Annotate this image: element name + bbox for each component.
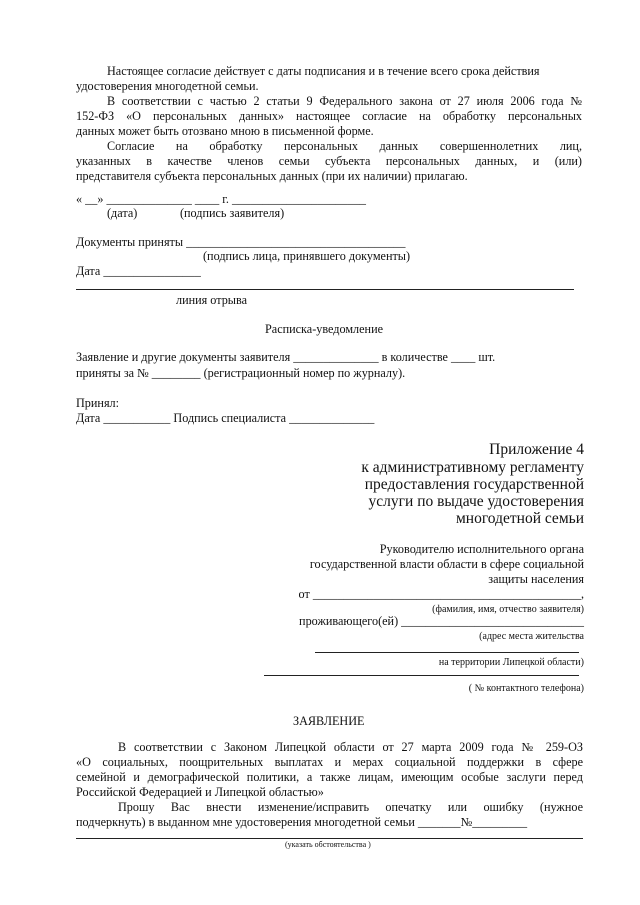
- receipt-accepted-by: Принял:: [76, 396, 120, 410]
- consent-p3-line2: указанных в качестве членов семьи субъекта персональных данных, и (или): [76, 154, 582, 168]
- appendix-line3: предоставления государственной: [364, 476, 584, 493]
- documents-accepted-line[interactable]: Документы приняты ____________________________________: [76, 235, 406, 249]
- addressee-residing-field[interactable]: проживающего(ей) ______________________________: [299, 614, 584, 628]
- addressee-line3: защиты населения: [488, 572, 584, 586]
- receipt-line1[interactable]: Заявление и другие документы заявителя ______________ в количестве ____ шт.: [76, 350, 496, 364]
- documents-accepted-caption: (подпись лица, принявшего документы): [203, 249, 411, 263]
- consent-p1-line2: удостоверения многодетной семьи.: [76, 79, 259, 93]
- consent-p2-line3: данных может быть отозвано мною в письменной форме.: [76, 124, 374, 138]
- consent-p3-line1: Согласие на обработку персональных данных совершеннолетних лиц,: [107, 139, 582, 153]
- statement-line1: В соответствии с Законом Липецкой области от 27 марта 2009 года № 259-ОЗ: [118, 740, 583, 754]
- addressee-fio-caption: (фамилия, имя, отчество заявителя): [432, 604, 584, 615]
- addressee-address-line[interactable]: [315, 652, 579, 653]
- receipt-line2[interactable]: приняты за № ________ (регистрационный номер по журналу).: [76, 366, 406, 380]
- signature-date-line[interactable]: « __» ______________ ____ г. ______________________: [76, 192, 367, 206]
- addressee-address-caption: (адрес места жительства: [479, 631, 584, 642]
- appendix-line2: к административному регламенту: [361, 459, 584, 476]
- consent-p3-line3: представителя субъекта персональных данных (при их наличии) прилагаю.: [76, 169, 468, 183]
- appendix-line5: многодетной семьи: [455, 510, 584, 527]
- statement-title: ЗАЯВЛЕНИЕ: [293, 714, 365, 728]
- statement-line6[interactable]: подчеркнуть) в выданном мне удостоверения многодетной семьи _______№_________: [76, 815, 528, 829]
- receipt-title: Расписка-уведомление: [265, 322, 384, 336]
- cutoff-label: линия отрыва: [176, 293, 247, 307]
- addressee-region-caption: на территории Липецкой области): [438, 657, 584, 668]
- signature-labels: (дата) (подпись заявителя): [107, 206, 285, 220]
- cutoff-divider: [76, 289, 574, 290]
- addressee-phone-caption: ( № контактного телефона): [468, 683, 584, 694]
- statement-circumstances-line[interactable]: [76, 838, 583, 839]
- addressee-line1: Руководителю исполнительного органа: [379, 542, 584, 556]
- addressee-from-field[interactable]: от ____________________________________________,: [298, 587, 584, 601]
- appendix-line1: Приложение 4: [489, 441, 584, 458]
- statement-line3: семейной и демографической политики, а также лицам, имеющим особые заслуги перед: [76, 770, 583, 784]
- statement-caption: (указать обстоятельства ): [285, 840, 371, 849]
- addressee-phone-line[interactable]: [264, 675, 579, 676]
- statement-line5: Прошу Вас внести изменение/исправить опечатку или ошибку (нужное: [118, 800, 583, 814]
- consent-p2-line2: 152-ФЗ «О персональных данных» настоящее согласие на обработку персональных: [76, 109, 582, 123]
- addressee-line2: государственной власти области в сфере социальной: [309, 557, 584, 571]
- appendix-line4: услуги по выдаче удостоверения: [368, 493, 584, 510]
- consent-p1-line1: Настоящее согласие действует с даты подписания и в течение всего срока действия: [107, 64, 540, 78]
- statement-line4: Российской Федерацией и Липецкой областью»: [76, 785, 324, 799]
- consent-p2-line1: В соответствии с частью 2 статьи 9 Федерального закона от 27 июля 2006 года №: [107, 94, 582, 108]
- receipt-date-sign[interactable]: Дата ___________ Подпись специалиста ______________: [76, 411, 375, 425]
- statement-line2: «О социальных, поощрительных выплатах и мерах социальной поддержки в сфере: [76, 755, 583, 769]
- documents-date-line[interactable]: Дата ________________: [76, 264, 201, 278]
